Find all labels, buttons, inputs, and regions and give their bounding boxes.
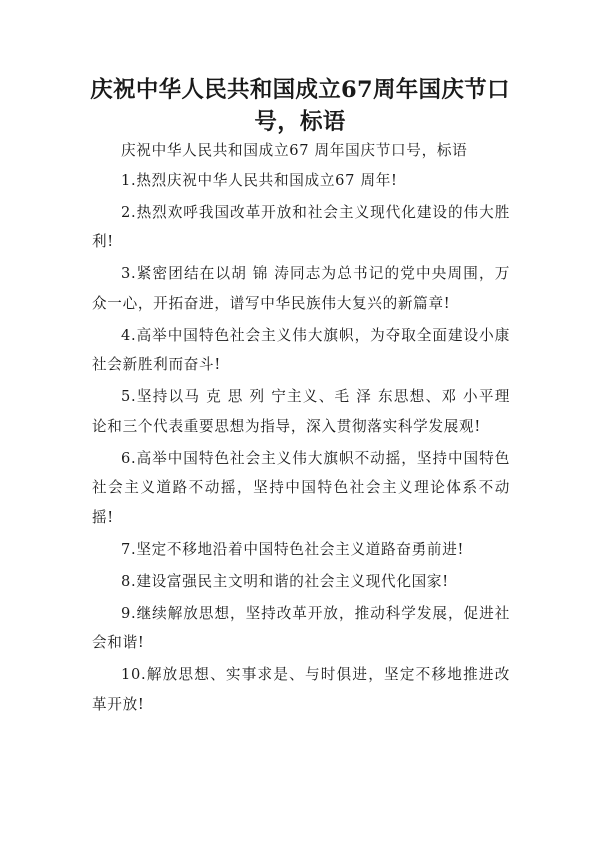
slogan-item: 1.热烈庆祝中华人民共和国成立67 周年! [121, 171, 398, 189]
slogan-item: 3.紧密团结在以胡 锦 涛同志为总书记的党中央周围，万众一心，开拓奋进，谱写中华民族伟大复兴的新篇章! [92, 265, 510, 312]
slogan-item: 6.高举中国特色社会主义伟大旗帜不动摇，坚持中国特色社会主义道路不动摇，坚持中国特色社会主义理论体系不动摇! [92, 449, 510, 526]
document-subtitle: 庆祝中华人民共和国成立67 周年国庆节口号，标语 [121, 142, 468, 159]
slogan-item: 4.高举中国特色社会主义伟大旗帜，为夺取全面建设小康社会新胜利而奋斗! [92, 326, 510, 373]
slogan-item: 2.热烈欢呼我国改革开放和社会主义现代化建设的伟大胜利! [92, 203, 510, 250]
slogan-item: 8.建设富强民主文明和谐的社会主义现代化国家! [121, 572, 449, 590]
page-title: 庆祝中华人民共和国成立67周年国庆节口号，标语 [90, 77, 510, 135]
slogan-item: 7.坚定不移地沿着中国特色社会主义道路奋勇前进! [121, 540, 465, 558]
slogan-item: 5.坚持以马 克 思 列 宁主义、毛 泽 东思想、邓 小平理论和三个代表重要思想为指导，深入贯彻落实科学发展观! [92, 388, 510, 435]
slogan-item: 9.继续解放思想，坚持改革开放，推动科学发展，促进社会和谐! [92, 604, 510, 651]
slogan-item: 10.解放思想、实事求是、与时俱进，坚定不移地推进改革开放! [92, 666, 510, 713]
document-body [92, 136, 510, 722]
